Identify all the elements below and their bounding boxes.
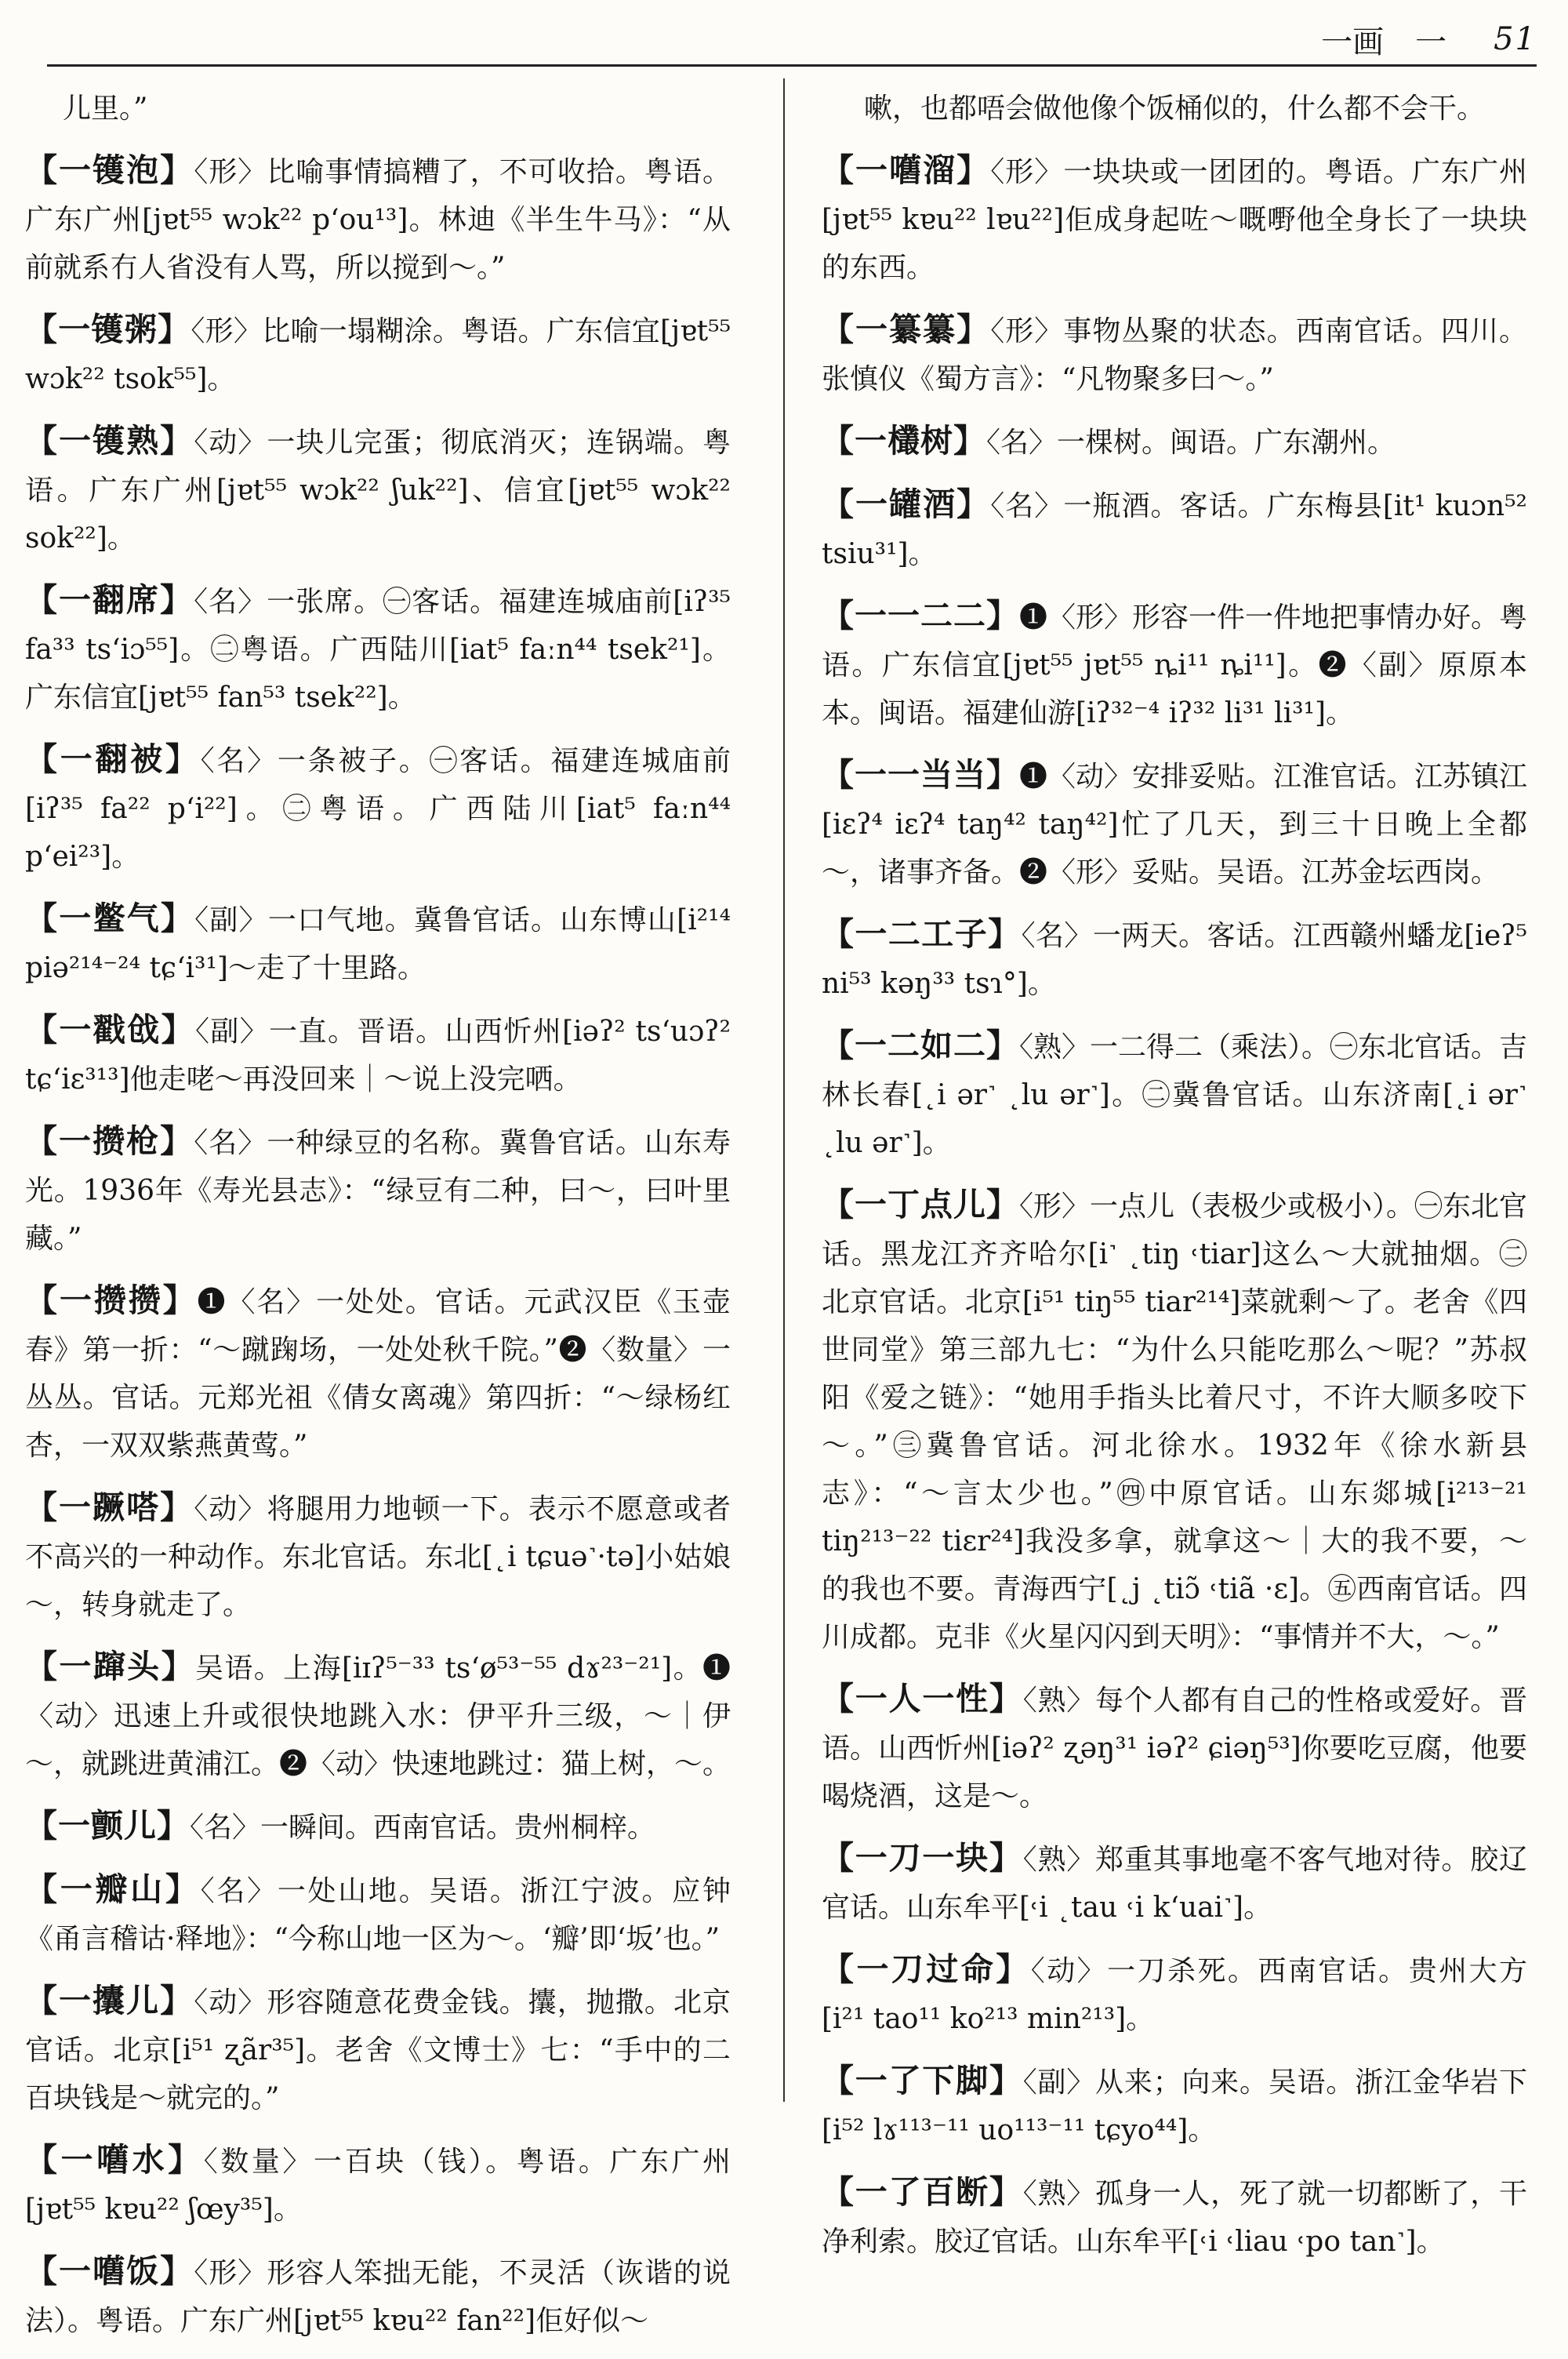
entry-definition: 〈熟〉郑重其事地毫不客气地对待。胶辽官话。山东牟平[˓i ˛tau ˓i kʻuai˺]。 bbox=[822, 1844, 1527, 1924]
entry-definition: 〈动〉一块儿完蛋；彻底消灭；连锅端。粤语。广东广州[jɐt⁵⁵ wɔk²² ʃuk²²]、信宜[jɐt⁵⁵ wɔk²² sok²²]。 bbox=[25, 427, 731, 554]
entry-definition: ❶〈名〉一处处。官话。元武汉臣《玉壶春》第一折：“～蹴踘场，一处处秋千院。”❷〈数量〉一丛丛。官话。元郑光祖《倩女离魂》第四折：“～绿杨红杏，一双双紫燕黄莺。” bbox=[25, 1286, 731, 1462]
dictionary-entry bbox=[822, 481, 1527, 578]
dictionary-entry bbox=[25, 147, 731, 292]
dictionary-entry bbox=[822, 1181, 1527, 1661]
dictionary-entry bbox=[25, 1802, 731, 1852]
entry-headword: 【一瓣山】 bbox=[25, 1870, 201, 1908]
continuation-text: 嗽，也都唔会做他像个饭桶似的，什么都不会干。 bbox=[864, 93, 1486, 125]
entry-headword: 【一攒枪】 bbox=[25, 1122, 194, 1160]
dictionary-entry bbox=[822, 1675, 1527, 1820]
entry-definition: 〈熟〉孤身一人，死了就一切都断了，干净利索。胶辽官话。山东牟平[˓i ˓liau ˓po tan˺]。 bbox=[822, 2178, 1527, 2258]
entry-headword: 【一镬熟】 bbox=[25, 422, 194, 460]
dictionary-entry bbox=[822, 147, 1527, 292]
entry-headword: 【一翻被】 bbox=[25, 740, 201, 778]
entry-headword: 【一翻席】 bbox=[25, 581, 194, 619]
entry-headword: 【一攒攒】 bbox=[25, 1281, 198, 1319]
dictionary-entry bbox=[25, 1643, 731, 1788]
page-number: 51 bbox=[1494, 21, 1537, 57]
dictionary-entry bbox=[822, 2057, 1527, 2154]
entry-definition: 〈名〉一张席。㊀客话。福建连城庙前[iʔ³⁵ fa³³ tsʻiɔ⁵⁵]。㊁粤语。广西陆川[iat⁵ faːn⁴⁴ tsek²¹]。广东信宜[jɐt⁵⁵ fan⁵³ tsek²²]。 bbox=[25, 586, 731, 714]
entry-definition: 〈数量〉一百块（钱）。粤语。广东广州[jɐt⁵⁵ kɐu²² ʃœy³⁵]。 bbox=[25, 2146, 731, 2226]
dictionary-entry bbox=[822, 751, 1527, 896]
entry-definition: 〈副〉一直。晋语。山西忻州[iəʔ² tsʻuɔʔ² tɕʻiɛ³¹³]他走咾～再没回来｜～说上没完哂。 bbox=[25, 1016, 731, 1096]
entry-headword: 【一刀过命】 bbox=[822, 1950, 1031, 1988]
right-entry-list bbox=[822, 147, 1527, 2266]
dictionary-entry bbox=[822, 1946, 1527, 2043]
entry-definition: 〈名〉一瞬间。西南官话。贵州桐梓。 bbox=[190, 1812, 656, 1844]
entry-definition: 〈熟〉一二得二（乘法）。㊀东北官话。吉林长春[˛i ər˺ ˛lu ər˺]。㊁冀鲁官话。山东济南[˛i ər˺ ˛lu ər˺]。 bbox=[822, 1031, 1528, 1159]
entry-definition: 〈名〉一处山地。吴语。浙江宁波。应钟《甬言稽诂·释地》：“今称山地一区为～。‘瓣’即‘坂’也。” bbox=[25, 1875, 731, 1955]
entry-definition: 〈动〉形容随意花费金钱。攮，抛撒。北京官话。北京[i⁵¹ ʐãr³⁵]。老舍《文博士》七：“手中的二百块钱是～就完的。” bbox=[25, 1986, 731, 2114]
entry-definition: 〈形〉形容人笨拙无能，不灵活（诙谐的说法）。粤语。广东广州[jɐt⁵⁵ kɐu²² fan²²]佢好似～ bbox=[25, 2257, 731, 2337]
entry-headword: 【一人一性】 bbox=[822, 1680, 1023, 1717]
dictionary-entry bbox=[25, 306, 731, 403]
entry-headword: 【一欉树】 bbox=[822, 422, 986, 460]
dictionary-entry bbox=[25, 1118, 731, 1263]
left-entry-list bbox=[25, 147, 731, 2345]
entry-definition: 〈形〉比喻一塌糊涂。粤语。广东信宜[jɐt⁵⁵ wɔk²² tsok⁵⁵]。 bbox=[25, 315, 731, 395]
entry-definition: ❶〈动〉安排妥贴。江淮官话。江苏镇江[iɛʔ⁴ iɛʔ⁴ taŋ⁴² taŋ⁴²]忙了几天，到三十日晚上全都～，诸事齐备。❷〈形〉妥贴。吴语。江苏金坛西岗。 bbox=[822, 761, 1528, 889]
entry-headword: 【一丁点儿】 bbox=[822, 1186, 1019, 1223]
dictionary-entry bbox=[25, 1277, 731, 1470]
dictionary-entry bbox=[822, 911, 1527, 1008]
entry-definition: 〈熟〉每个人都有自己的性格或爱好。晋语。山西忻州[iəʔ² ʐəŋ³¹ iəʔ² ɕiəŋ⁵³]你要吃豆腐，他要喝烧酒，这是～。 bbox=[822, 1685, 1527, 1812]
entry-headword: 【一嚿饭】 bbox=[25, 2252, 194, 2290]
dictionary-entry bbox=[822, 306, 1527, 403]
entry-headword: 【一纂纂】 bbox=[822, 311, 991, 348]
entry-headword: 【一蹿头】 bbox=[25, 1648, 195, 1685]
dictionary-entry bbox=[25, 1006, 731, 1103]
dictionary-entry bbox=[25, 417, 731, 562]
section-label: 一画 一 bbox=[1321, 24, 1447, 60]
entry-definition: 〈形〉事物丛聚的状态。西南官话。四川。张慎仪《蜀方言》：“凡物聚多曰～。” bbox=[822, 315, 1527, 395]
right-column bbox=[822, 85, 1527, 2280]
entry-definition: 〈动〉将腿用力地顿一下。表示不愿意或者不高兴的一种动作。东北官话。东北[˛i tɕuə˺·tə]小姑娘～，转身就走了。 bbox=[25, 1493, 731, 1621]
dictionary-entry bbox=[25, 736, 731, 881]
dictionary-entry bbox=[25, 1484, 731, 1629]
entry-definition: 〈副〉从来；向来。吴语。浙江金华岩下[i⁵² lɤ¹¹³⁻¹¹ uo¹¹³⁻¹¹ tɕyo⁴⁴]。 bbox=[822, 2066, 1527, 2146]
dictionary-entry bbox=[822, 592, 1527, 737]
dictionary-entry bbox=[25, 2136, 731, 2234]
entry-headword: 【一嚿溜】 bbox=[822, 151, 991, 189]
entry-definition: 〈名〉一棵树。闽语。广东潮州。 bbox=[986, 427, 1396, 459]
entry-headword: 【一鳖气】 bbox=[25, 900, 195, 937]
entry-headword: 【一蹶嗒】 bbox=[25, 1488, 194, 1526]
entry-headword: 【一镬泡】 bbox=[25, 151, 194, 189]
entry-definition: 〈形〉一块块或一团团的。粤语。广东广州[jɐt⁵⁵ kɐu²² lɐu²²]佢成身起咗～嘅嘢他全身长了一块块的东西。 bbox=[822, 156, 1527, 284]
entry-definition: 〈名〉一两天。客话。江西赣州蟠龙[ieʔ⁵ ni⁵³ kəŋ³³ tsɿ°]。 bbox=[822, 920, 1527, 1000]
entry-headword: 【一罐酒】 bbox=[822, 485, 991, 523]
dictionary-entry bbox=[25, 1977, 731, 2122]
entry-definition: 〈动〉一刀杀死。西南官话。贵州大方[i²¹ tao¹¹ ko²¹³ min²¹³]。 bbox=[822, 1955, 1527, 2035]
entry-headword: 【一一二二】 bbox=[822, 597, 1019, 634]
left-column bbox=[25, 85, 731, 2359]
entry-headword: 【一一当当】 bbox=[822, 756, 1019, 794]
entry-headword: 【一戳戗】 bbox=[25, 1011, 195, 1049]
dictionary-entry bbox=[25, 1866, 731, 1963]
entry-headword: 【一攮儿】 bbox=[25, 1982, 194, 2019]
entry-headword: 【一刀一块】 bbox=[822, 1839, 1023, 1877]
entry-headword: 【一二工子】 bbox=[822, 915, 1022, 953]
entry-headword: 【一镬粥】 bbox=[25, 311, 191, 348]
entry-headword: 【一二如二】 bbox=[822, 1027, 1019, 1064]
dictionary-entry bbox=[822, 1022, 1527, 1167]
entry-headword: 【一了百断】 bbox=[822, 2173, 1023, 2211]
entry-definition: ❶〈形〉形容一件一件地把事情办好。粤语。广东信宜[jɐt⁵⁵ jɐt⁵⁵ ȵi¹¹ ȵi¹¹]。❷〈副〉原原本本。闽语。福建仙游[iʔ³²⁻⁴ iʔ³² li³¹ li³¹]。 bbox=[822, 602, 1528, 729]
entry-definition: 〈名〉一条被子。㊀客话。福建连城庙前[iʔ³⁵ fa²² pʻi²²]。㊁粤语。广西陆川[iat⁵ faːn⁴⁴ pʻei²³]。 bbox=[25, 745, 731, 873]
entry-definition: 〈副〉一口气地。冀鲁官话。山东博山[i²¹⁴ piə²¹⁴⁻²⁴ tɕʻi³¹]～走了十里路。 bbox=[25, 904, 731, 984]
dictionary-entry bbox=[25, 895, 731, 992]
dictionary-entry bbox=[822, 2168, 1527, 2266]
dictionary-entry bbox=[25, 576, 731, 722]
dictionary-entry bbox=[25, 2248, 731, 2345]
entry-headword: 【一嚿水】 bbox=[25, 2141, 204, 2179]
dictionary-entry bbox=[822, 417, 1527, 467]
continuation-text: 儿里。” bbox=[63, 93, 148, 125]
page-header bbox=[47, 14, 1537, 67]
entry-definition: 〈名〉一瓶酒。客话。广东梅县[it¹ kuɔn⁵² tsiu³¹]。 bbox=[822, 490, 1527, 570]
column-divider bbox=[783, 78, 785, 2102]
entry-definition: 〈形〉比喻事情搞糟了，不可收拾。粤语。广东广州[jɐt⁵⁵ wɔk²² pʻou¹³]。林迪《半生牛马》：“从前就系冇人省没有人骂，所以搅到～。” bbox=[25, 156, 731, 284]
entry-headword: 【一颤儿】 bbox=[25, 1807, 190, 1845]
dictionary-entry bbox=[822, 1834, 1527, 1932]
entry-headword: 【一了下脚】 bbox=[822, 2062, 1023, 2099]
entry-definition: 〈名〉一种绿豆的名称。冀鲁官话。山东寿光。1936年《寿光县志》：“绿豆有二种，曰～，曰叶里藏。” bbox=[25, 1127, 731, 1255]
entry-definition: 吴语。上海[iɪʔ⁵⁻³³ tsʻø⁵³⁻⁵⁵ dɤ²³⁻²¹]。❶〈动〉迅速上升或很快地跳入水：伊平升三级，～｜伊～，就跳进黄浦江。❷〈动〉快速地跳过：猫上树，～。 bbox=[25, 1652, 731, 1780]
entry-definition: 〈形〉一点儿（表极少或极小）。㊀东北官话。黑龙江齐齐哈尔[i˺ ˛tiŋ ˓tiar]这么～大就抽烟。㊁北京官话。北京[i⁵¹ tiŋ⁵⁵ tiar²¹⁴]菜就剩～了。老舍《四世同堂》第三部九七：“为什么只能吃那么～呢？”苏叔阳《爱之链》：“她用手指头比着尺寸，不许大顺多咬下～。”㊂冀鲁官话。河北徐水。1932年《徐水新县志》：“～言太少也。”㊃中原官话。山东郯城[i²¹³⁻²¹ tiŋ²¹³⁻²² tiɛr²⁴]我没多拿，就拿这～｜大的我不要，～的我也不要。青海西宁[˛j ˛tiɔ̃ ˓tiã ·ɛ]。㊄西南官话。四川成都。克非《火星闪闪到天明》：“事情并不大，～。” bbox=[822, 1190, 1528, 1653]
